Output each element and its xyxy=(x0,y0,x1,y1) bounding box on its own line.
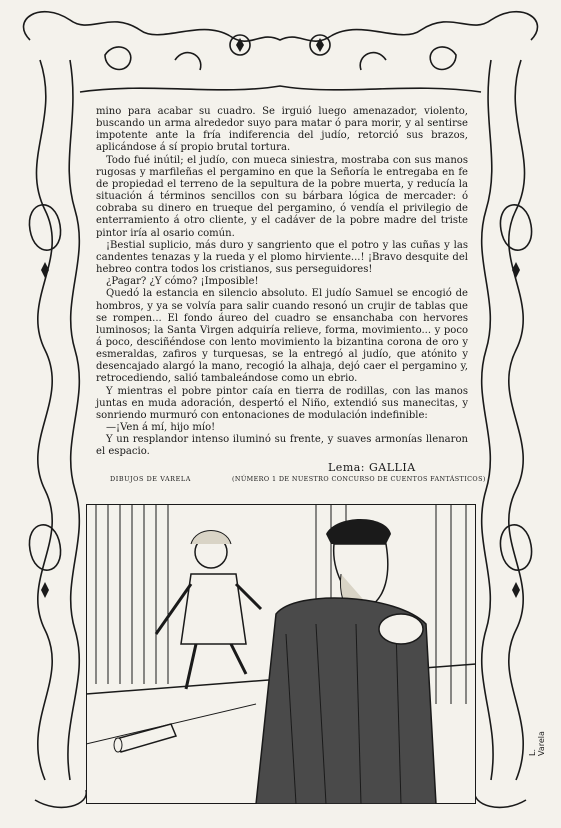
paragraph: —¡Ven á mí, hijo mío! xyxy=(106,422,216,434)
paragraph: Y mientras el pobre pintor caía en tierra de rodillas, con las manos juntas en muda adoración, despertó el Niño, extendió sus manecitas, y sonriendo murmuró con entonaciones de modulación indefinible: xyxy=(96,385,468,421)
illustrations-credit: DIBUJOS DE VARELA xyxy=(110,475,191,483)
paragraph: Quedó la estancia en silencio absoluto. El judío Samuel se encogió de hombros, y ya se volvía para salir cuando resonó un crujir de tablas que se rompen... El fondo áureo del cuadro se ensanchaba con hervores luminosos; la Santa Virgen adquiría relieve, forma, movimiento... y poco á poco, desciñéndose con lento movimiento la bizantina corona de oro y esmeraldas, zafiros y turquesas, se la entregó al judío, que atónito y desencajado alargó la mano, recogió la alhaja, dejó caer el pergamino y, retrocediendo, salió tambaleándose como un ebrio. xyxy=(96,288,468,385)
artist-signature: L. Varela xyxy=(528,731,546,756)
paragraph: ¡Bestial suplicio, más duro y sangriento que el potro y las cuñas y las candentes tenazas y la rueda y el plomo hirviente...! ¡Bravo desquite del hebreo contra todos los cristianos, sus perseguidores! xyxy=(96,239,468,276)
paragraph: Todo fué inútil; el judío, con mueca siniestra, mostraba con sus manos rugosas y marfileñas el pergamino en que la Señoría le entregaba en fe de propiedad el terreno de la sepultura de la pobre muerta, y reducía la situación á términos sencillos con su bárbara lógica de mercader: ó cobraba su dinero en trueque del pergamino, ó vendía el privilegio de enterramiento á otro cliente, y el cadáver de la pobre madre del triste pintor iría al osario común. xyxy=(96,154,468,239)
story-illustration xyxy=(86,504,476,804)
paragraph: ¿Pagar? ¿Y cómo? ¡Imposible! xyxy=(106,276,259,288)
lema: Lema: GALLIA xyxy=(328,461,416,474)
paragraph: mino para acabar su cuadro. Se irguió luego amenazador, violento, buscando un arma alrededor suyo para matar ó para morir, y al sentirse impotente ante la fría indiferencia del judío, retorció sus brazos, aplicándose á sí propio brutal tortura. xyxy=(96,106,468,154)
story-signature xyxy=(96,461,486,491)
story-text xyxy=(96,106,468,459)
contest-note: (NÚMERO 1 DE NUESTRO CONCURSO DE CUENTOS FANTÁSTICOS) xyxy=(232,475,486,483)
paragraph: Y un resplandor intenso iluminó su frente, y suaves armonías llenaron el espacio. xyxy=(96,434,468,458)
